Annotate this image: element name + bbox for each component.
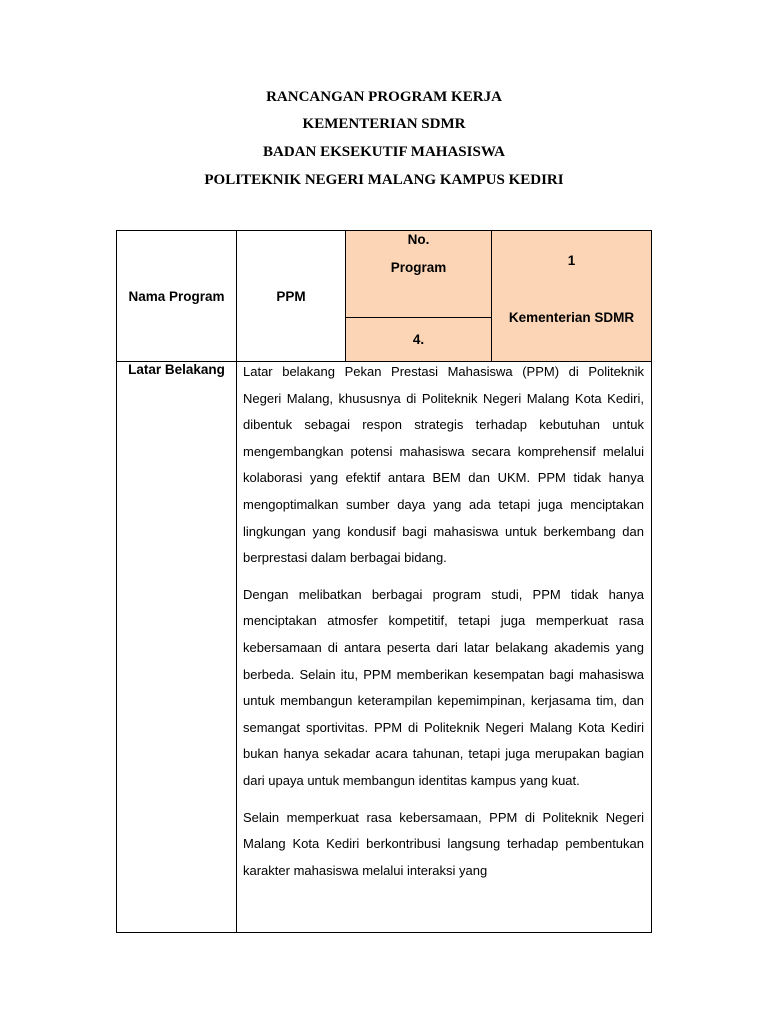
title-line-3: BADAN EKSEKUTIF MAHASISWA [263, 144, 505, 160]
latar-paragraph-1: Latar belakang Pekan Prestasi Mahasiswa (PPM) di Politeknik Negeri Malang, khususnya di Politeknik Negeri Malang Kota Kediri, dibentuk sebagai respon strategis terhadap kebutuhan untuk mengembangkan potensi mahasiswa secara komprehensif melalui kolaborasi yang efektif antara BEM dan UKM. PPM tidak hanya mengoptimalkan sumber daya yang ada tetapi juga menciptakan lingkungan yang kondusif bagi mahasiswa untuk berkembang dan berprestasi dalam berbagai bidang. [243, 364, 644, 566]
sub-number: 4. [412, 332, 425, 347]
program-number-cell [491, 230, 652, 362]
title-line-1: RANCANGAN PROGRAM KERJA [266, 89, 502, 105]
kementerian-label: Kementerian SDMR [508, 310, 635, 325]
sub-number-cell [345, 317, 492, 362]
nama-program-label-cell [116, 230, 237, 362]
nama-program-value-cell [236, 230, 346, 362]
program-number: 1 [567, 253, 576, 268]
no-program-cell [345, 230, 492, 318]
nama-program-value: PPM [276, 288, 306, 304]
nama-program-label: Nama Program [128, 288, 225, 304]
latar-paragraph-2: Dengan melibatkan berbagai program studi, PPM tidak hanya menciptakan atmosfer kompetitif, tetapi juga memperkuat rasa kebersamaan di antara peserta dari latar belakang akademis yang berbeda. Selain itu, PPM memberikan kesempatan bagi mahasiswa untuk membangun keterampilan kepemimpinan, kerjasama tim, dan semangat sportivitas. PPM di Politeknik Negeri Malang Kota Kediri bukan hanya sekadar acara tahunan, tetapi juga merupakan bagian dari upaya untuk membangun identitas kampus yang kuat. [243, 586, 644, 788]
title-line-4: POLITEKNIK NEGERI MALANG KAMPUS KEDIRI [204, 172, 564, 188]
no-label: No. [407, 232, 430, 247]
latar-belakang-body-cell [236, 361, 652, 933]
program-label: Program [390, 260, 447, 275]
title-line-2: KEMENTERIAN SDMR [302, 116, 466, 132]
latar-belakang-label: Latar Belakang [128, 362, 225, 377]
latar-belakang-label-cell [116, 361, 237, 933]
latar-paragraph-3: Selain memperkuat rasa kebersamaan, PPM di Politeknik Negeri Malang Kota Kediri berkontribusi langsung terhadap pembentukan karakter mahasiswa melalui interaksi yang [243, 809, 644, 878]
